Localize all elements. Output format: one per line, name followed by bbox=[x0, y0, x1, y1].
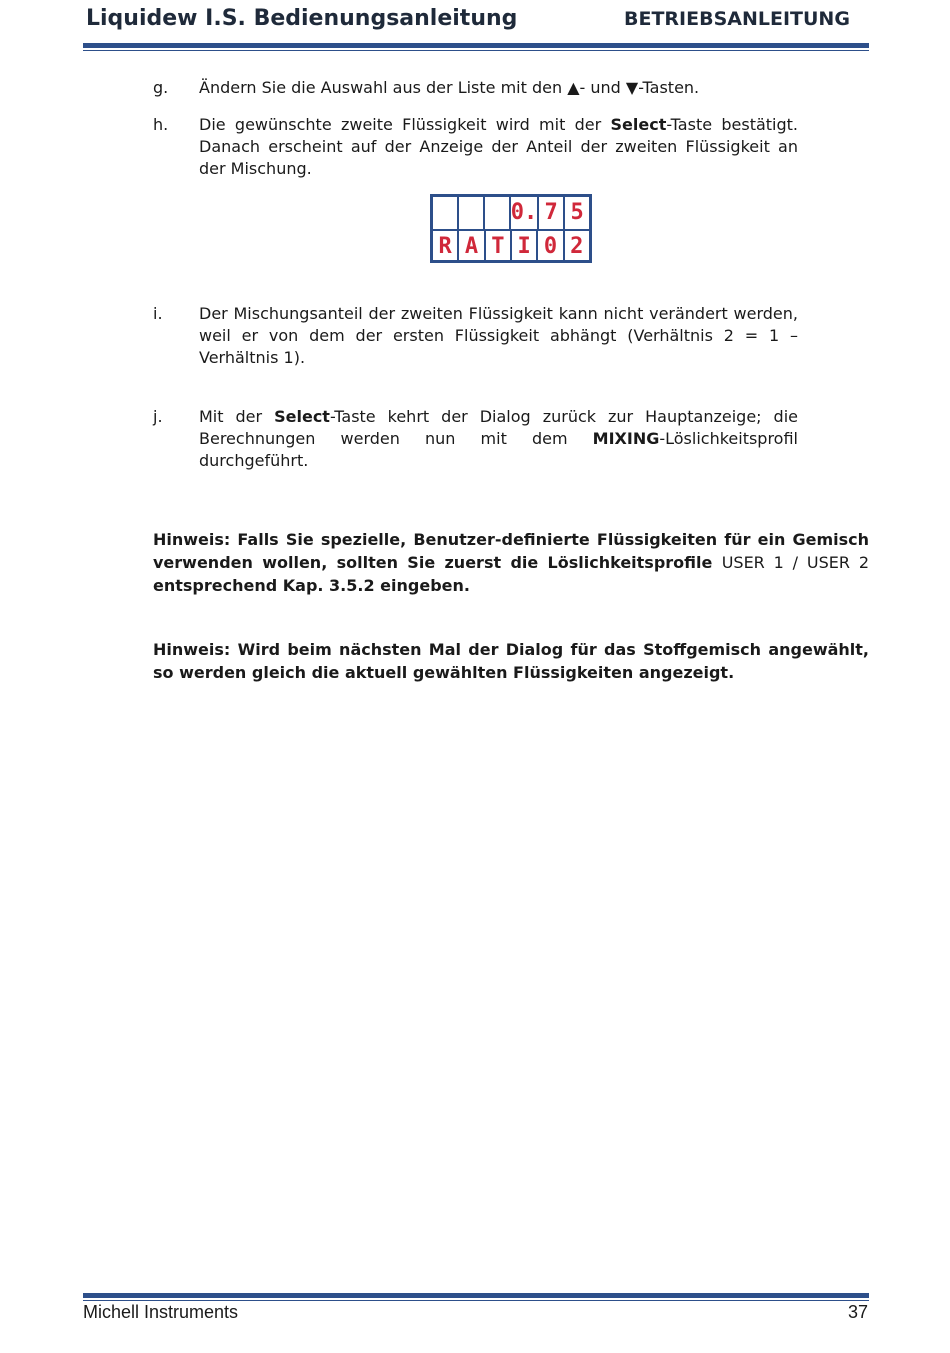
text-span: - und bbox=[579, 78, 626, 97]
select-key-label: Select bbox=[274, 407, 330, 426]
page-number: 37 bbox=[847, 1302, 868, 1322]
lcd-cell: I bbox=[510, 231, 536, 263]
text-span: Die gewünschte zweite Flüssigkeit wird mit der bbox=[199, 115, 611, 134]
lcd-cell bbox=[433, 197, 457, 229]
list-letter: h. bbox=[153, 115, 169, 134]
text-span: Ändern Sie die Auswahl aus der Liste mit den bbox=[199, 78, 568, 97]
document-title: Liquidew I.S. Bedienungsanleitung bbox=[86, 6, 518, 31]
note-dialog-memory: Hinweis: Wird beim nächsten Mal der Dialog für das Stoffgemisch angewählt, so werden gleich die aktuell gewählten Flüssigkeiten angezeigt. bbox=[153, 640, 869, 682]
note-user-profiles bbox=[153, 528, 869, 597]
mixing-key-label: MIXING bbox=[592, 429, 660, 448]
list-letter: j. bbox=[153, 407, 163, 426]
text-span: -Tasten. bbox=[638, 78, 700, 97]
lcd-cell: A bbox=[457, 231, 483, 263]
text-span: Hinweis: Falls Sie spezielle, Benutzer-definierte Flüssigkeiten für ein Gemisch verwenden wollen, sollten Sie zuerst die Löslichkeitsprofile bbox=[153, 530, 869, 572]
user-profile-label: USER 1 / USER 2 bbox=[721, 553, 870, 572]
lcd-cell: R bbox=[438, 233, 452, 259]
lcd-cell: 2 bbox=[563, 231, 589, 263]
list-text bbox=[199, 114, 798, 180]
list-letter: g. bbox=[153, 78, 169, 97]
list-text bbox=[199, 77, 798, 99]
list-letter: i. bbox=[153, 304, 163, 323]
footer-rule-thin bbox=[83, 1300, 869, 1301]
text-span: -Löslichkeitsprofil durchgeführt. bbox=[199, 429, 798, 470]
text-span: entsprechend Kap. 3.5.2 eingeben. bbox=[153, 576, 470, 595]
text-span: -Taste kehrt der Dialog zurück zur Hauptanzeige; die Berechnungen werden nun mit dem bbox=[199, 407, 799, 448]
section-title: BETRIEBSANLEITUNG bbox=[624, 8, 850, 30]
header-rule bbox=[83, 43, 869, 48]
list-item-j bbox=[153, 406, 798, 472]
down-arrow-icon: ▼ bbox=[625, 78, 639, 97]
lcd-cell bbox=[457, 197, 483, 229]
list-item-h bbox=[153, 114, 798, 180]
select-key-label: Select bbox=[610, 115, 667, 134]
footer-rule bbox=[83, 1293, 869, 1298]
lcd-cell: 0 bbox=[536, 231, 562, 263]
lcd-cell: 7 bbox=[537, 197, 563, 229]
lcd-cell: T bbox=[484, 231, 510, 263]
lcd-cell: 0. bbox=[509, 197, 538, 229]
up-arrow-icon: ▲ bbox=[567, 78, 580, 97]
text-span: Mit der bbox=[199, 407, 275, 426]
lcd-cell: 5 bbox=[563, 197, 589, 229]
list-text: Der Mischungsanteil der zweiten Flüssigkeit kann nicht verändert werden, weil er von dem der ersten Flüssigkeit abhängt (Verhältnis 2 = 1 – Verhältnis 1). bbox=[199, 304, 798, 367]
list-item-g bbox=[153, 77, 798, 99]
header-rule-thin bbox=[83, 50, 869, 51]
lcd-row-1 bbox=[433, 197, 589, 229]
text-span: -Taste bestätigt. Danach erscheint auf der Anzeige der Anteil der zweiten Flüssigkeit an der Mischung. bbox=[199, 115, 799, 178]
lcd-row-2 bbox=[433, 229, 589, 263]
lcd-display bbox=[430, 194, 592, 263]
list-text bbox=[199, 406, 798, 472]
list-item-i bbox=[153, 303, 798, 369]
lcd-cell bbox=[483, 197, 509, 229]
footer-company: Michell Instruments bbox=[83, 1302, 239, 1322]
